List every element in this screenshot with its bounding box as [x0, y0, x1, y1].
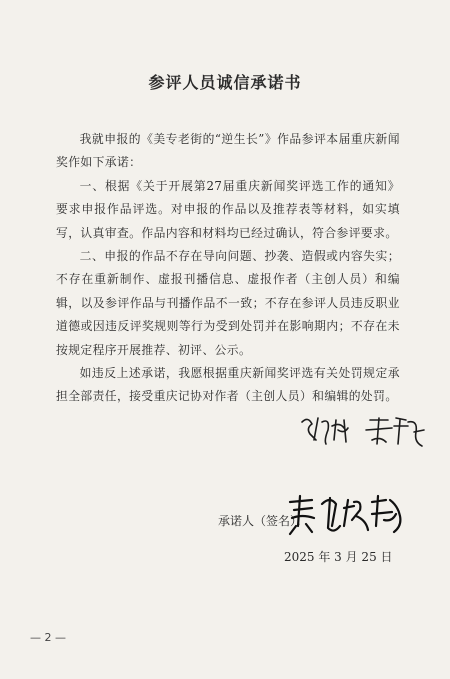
paragraph-intro: 我就申报的《美专老街的“逆生长”》作品参评本届重庆新闻奖作如下承诺： — [56, 132, 400, 170]
document-body — [56, 128, 400, 409]
paragraph-3: 如违反上述承诺，我愿根据重庆新闻奖评选有关处罚规定承担全部责任，接受重庆记协对作者（主创人员）和编辑的处罚。 — [56, 366, 400, 404]
handwritten-signature — [284, 492, 408, 536]
signer-label: 承诺人（签名）： — [218, 514, 309, 528]
paragraph-1: 一、根据《关于开展第27届重庆新闻奖评选工作的通知》要求申报作品评选。对申报的作品以及推荐表等材料，如实填写，认真审查。作品内容和材料均已经过确认，符合参评要求。 — [56, 178, 400, 240]
page-number: — 2 — — [30, 631, 66, 644]
document-date: 2025 年 3 月 25 日 — [284, 550, 393, 564]
handwritten-signatures — [296, 412, 436, 452]
paragraph-2: 二、申报的作品不存在导向问题、抄袭、造假或内容失实；不存在重新制作、虚报刊播信息、虚报作者（主创人员）和编辑，以及参评作品与刊播作品不一致；不存在参评人员违反职业道德或因违反评奖规则等行为受到处罚并在影响期内；不存在未按规定程序开展推荐、初评、公示。 — [56, 249, 400, 357]
document-title: 参评人员诚信承诺书 — [148, 73, 302, 92]
